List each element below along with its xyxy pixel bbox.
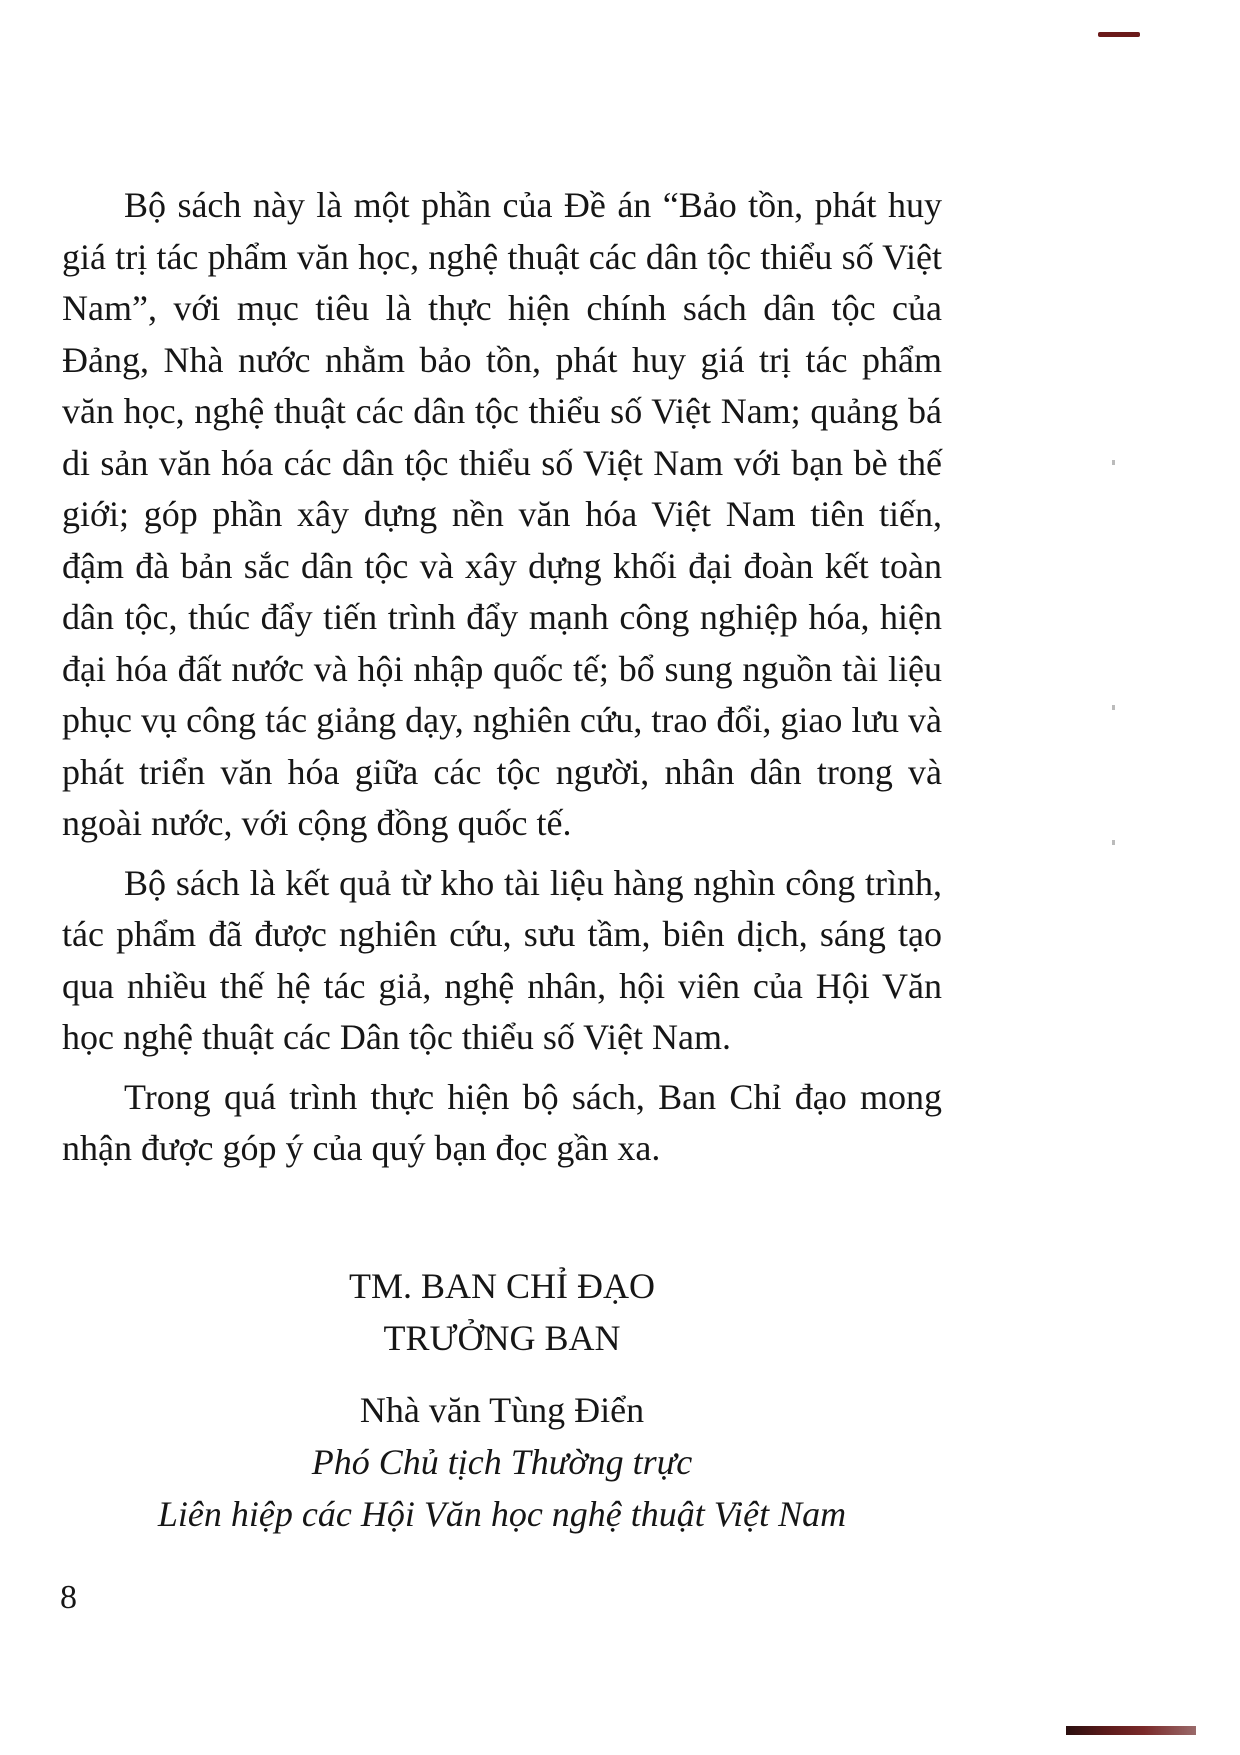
page-number: 8 xyxy=(60,1579,77,1616)
paragraph-1: Bộ sách này là một phần của Đề án “Bảo tồn, phát huy giá trị tác phẩm văn học, nghệ thuật các dân tộc thiểu số Việt Nam”, với mục tiêu là thực hiện chính sách dân tộc của Đảng, Nhà nước nhằm bảo tồn, phát huy giá trị tác phẩm văn học, nghệ thuật các dân tộc thiểu số Việt Nam; quảng bá di sản văn hóa các dân tộc thiểu số Việt Nam với bạn bè thế giới; góp phần xây dựng nền văn hóa Việt Nam tiên tiến, đậm đà bản sắc dân tộc và xây dựng khối đại đoàn kết toàn dân tộc, thúc đẩy tiến trình đẩy mạnh công nghiệp hóa, hiện đại hóa đất nước và hội nhập quốc tế; bổ sung nguồn tài liệu phục vụ công tác giảng dạy, nghiên cứu, trao đổi, giao lưu và phát triển văn hóa giữa các tộc người, nhân dân trong và ngoài nước, với cộng đồng quốc tế. xyxy=(62,185,942,843)
scan-speck xyxy=(1112,705,1115,710)
body-text xyxy=(62,180,942,1175)
signature-name-block xyxy=(62,1384,942,1540)
signature-name: Nhà văn Tùng Điển xyxy=(359,1390,645,1430)
scan-edge-mark-bottom xyxy=(1066,1726,1196,1735)
signature-title-line-2: Liên hiệp các Hội Văn học nghệ thuật Việt Nam xyxy=(157,1494,847,1534)
signature-title-line-1: Phó Chủ tịch Thường trực xyxy=(311,1442,693,1482)
scan-speck xyxy=(1112,840,1115,845)
signature-role-block xyxy=(62,1260,942,1364)
scan-edge-mark-top xyxy=(1098,32,1140,37)
paragraph-3: Trong quá trình thực hiện bộ sách, Ban Chỉ đạo mong nhận được góp ý của quý bạn đọc gần xa. xyxy=(62,1076,942,1168)
scan-speck xyxy=(1112,460,1115,465)
signature-org-line: TM. BAN CHỈ ĐẠO xyxy=(349,1266,655,1306)
paragraph-2: Bộ sách là kết quả từ kho tài liệu hàng nghìn công trình, tác phẩm đã được nghiên cứu, sưu tầm, biên dịch, sáng tạo qua nhiều thế hệ tác giả, nghệ nhân, hội viên của Hội Văn học nghệ thuật các Dân tộc thiểu số Việt Nam. xyxy=(62,862,942,1057)
signature-role-line: TRƯỞNG BAN xyxy=(383,1318,621,1358)
